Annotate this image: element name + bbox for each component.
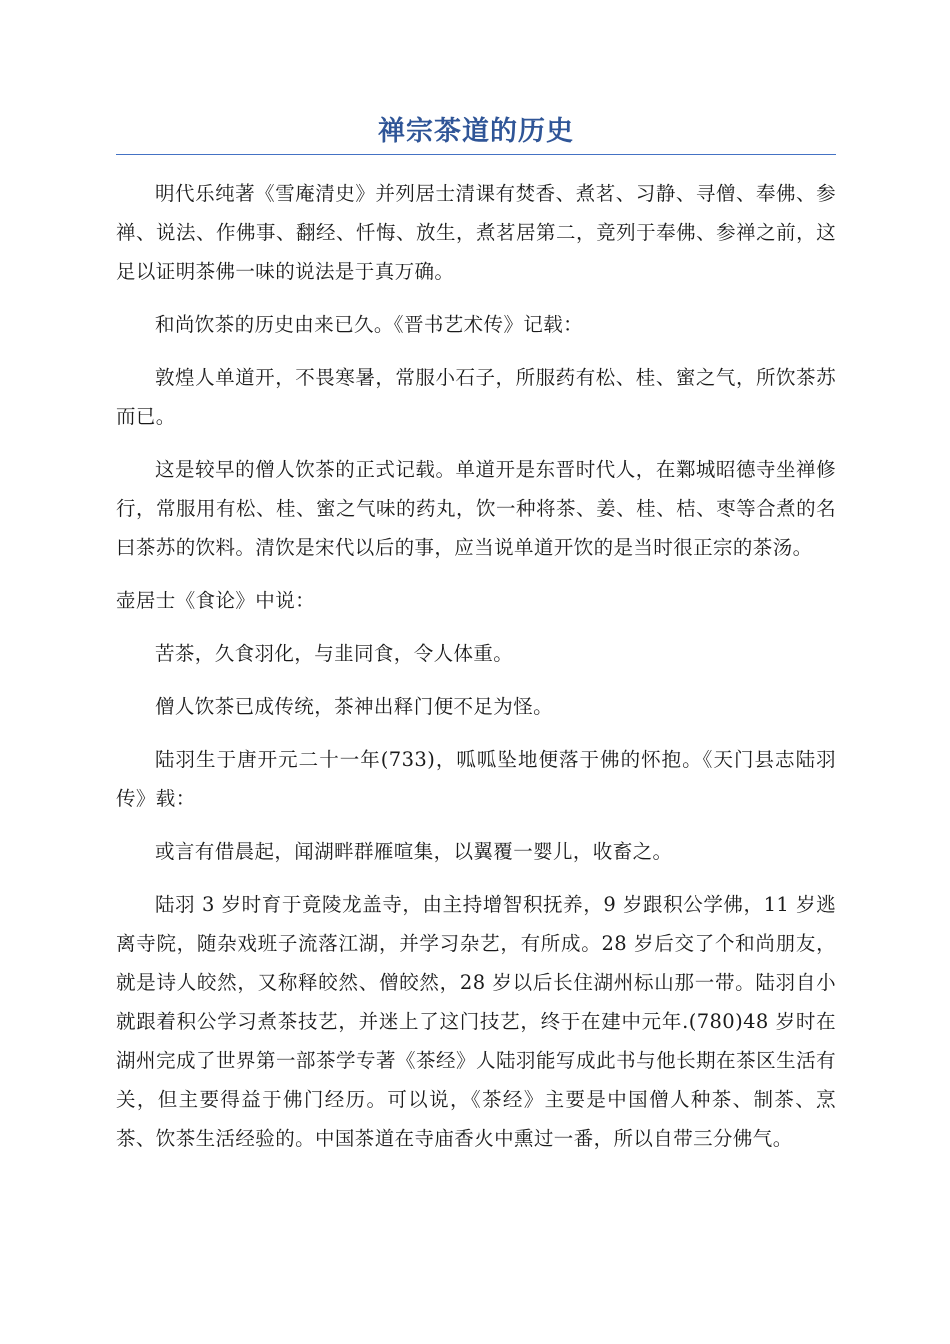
- paragraph: 敦煌人单道开，不畏寒暑，常服小石子，所服药有松、桂、蜜之气，所饮茶苏而已。: [116, 366, 836, 428]
- document-title: 禅宗茶道的历史: [116, 112, 836, 155]
- paragraph: 陆羽 3 岁时育于竟陵龙盖寺，由主持增智积抚养，9 岁跟积公学佛，11 岁逃离寺院，随杂戏班子流落江湖，并学习杂艺，有所成。28 岁后交了个和尚朋友，就是诗人皎然，又称释皎然、僧皎然，28 岁以后长住湖州标山那一带。陆羽自小就跟着积公学习煮茶技艺，并迷上了这门技艺，终于在建中元年.(780)48 岁时在湖州完成了世界第一部茶学专著《茶经》人陆羽能写成此书与他长期在茶区生活有关，但主要得益于佛门经历。可以说，《茶经》主要是中国僧人种茶、制茶、烹茶、饮茶生活经验的。中国茶道在寺庙香火中熏过一番，所以自带三分佛气。: [116, 893, 836, 1150]
- document-body: [116, 174, 836, 1158]
- paragraph: 明代乐纯著《雪庵清史》并列居士清课有焚香、煮茗、习静、寻僧、奉佛、参禅、说法、作佛事、翻经、忏悔、放生，煮茗居第二，竟列于奉佛、参禅之前，这足以证明茶佛一味的说法是于真万确。: [116, 182, 836, 283]
- paragraph: 或言有借晨起，闻湖畔群雁喧集，以翼覆一婴儿，收畜之。: [155, 840, 673, 863]
- paragraph: 这是较早的僧人饮茶的正式记载。单道开是东晋时代人，在鄴城昭德寺坐禅修行，常服用有松、桂、蜜之气味的药丸，饮一种将茶、姜、桂、桔、枣等合煮的名曰茶苏的饮料。清饮是宋代以后的事，应当说单道开饮的是当时很正宗的茶汤。: [116, 458, 836, 559]
- paragraph: 陆羽生于唐开元二十一年(733)，呱呱坠地便落于佛的怀抱。《天门县志陆羽传》载：: [116, 748, 836, 810]
- document-page: [116, 112, 836, 1172]
- paragraph: 苦茶，久食羽化，与韭同食，令人体重。: [155, 642, 514, 665]
- paragraph: 僧人饮茶已成传统，茶神出释门便不足为怪。: [155, 695, 554, 718]
- paragraph: 和尚饮茶的历史由来已久。《晋书艺术传》记载：: [155, 313, 584, 336]
- paragraph: 壶居士《食论》中说：: [116, 589, 316, 612]
